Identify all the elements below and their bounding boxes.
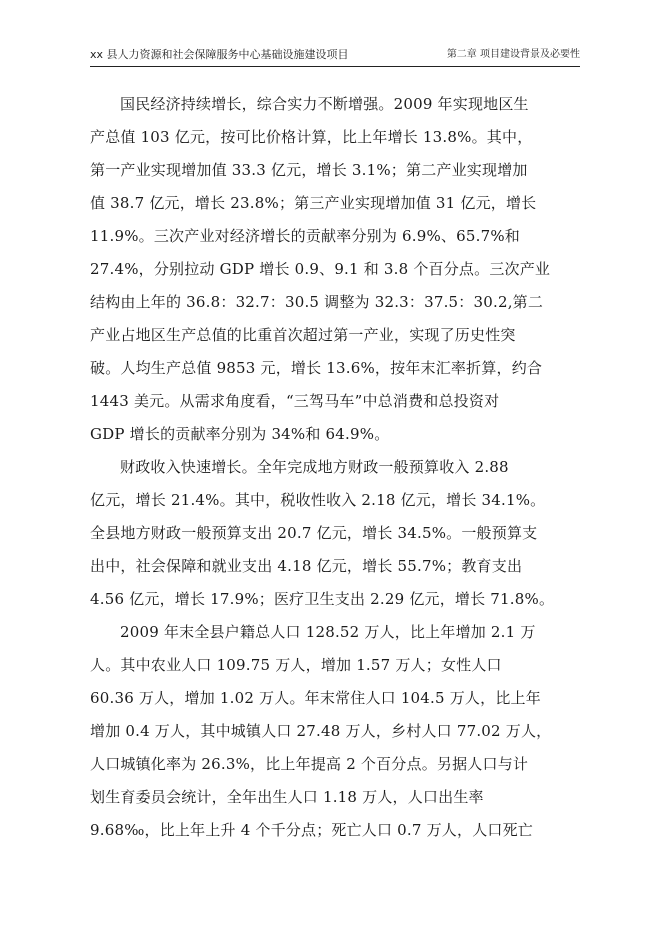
text-line: 财政收入快速增长。全年完成地方财政一般预算收入 2.88 [120,458,509,476]
text-line: 国民经济持续增长，综合实力不断增强。2009 年实现地区生 [120,95,529,113]
text-line: 27.4%，分别拉动 GDP 增长 0.9、9.1 和 3.8 个百分点。三次产业 [90,260,551,278]
text-line: 60.36 万人，增加 1.02 万人。年末常住人口 104.5 万人，比上年 [90,689,541,707]
text-line: 破。人均生产总值 9853 元，增长 13.6%，按年末汇率折算，约合 [90,359,543,377]
text-line: 11.9%。三次产业对经济增长的贡献率分别为 6.9%、65.7%和 [90,227,520,245]
text-line: 产总值 103 亿元，按可比价格计算，比上年增长 13.8%。其中， [90,128,533,146]
text-line: 9.68‰，比上年上升 4 个千分点；死亡人口 0.7 万人，人口死亡 [90,821,533,839]
header-chapter-title: 第二章 项目建设背景及必要性 [446,49,580,60]
page-header [90,46,580,64]
header-project-title: xx 县人力资源和社会保障服务中心基础设施建设项目 [90,48,349,61]
document-body [90,88,575,847]
text-line: GDP 增长的贡献率分别为 34%和 64.9%。 [90,425,390,443]
text-line: 划生育委员会统计，全年出生人口 1.18 万人，人口出生率 [90,788,484,806]
text-line: 结构由上年的 36.8：32.7：30.5 调整为 32.3：37.5：30.2,第二 [90,293,544,311]
text-line: 人口城镇化率为 26.3%，比上年提高 2 个百分点。另据人口与计 [90,755,529,773]
text-line: 第一产业实现增加值 33.3 亿元，增长 3.1%；第二产业实现增加 [90,161,528,179]
header-divider [90,66,580,67]
text-line: 增加 0.4 万人，其中城镇人口 27.48 万人，乡村人口 77.02 万人， [90,722,552,740]
text-line: 1443 美元。从需求角度看，“三驾马车”中总消费和总投资对 [90,392,500,410]
text-line: 出中，社会保障和就业支出 4.18 亿元，增长 55.7%；教育支出 [90,557,523,575]
text-line: 值 38.7 亿元，增长 23.8%；第三产业实现增加值 31 亿元，增长 [90,194,537,212]
text-line: 全县地方财政一般预算支出 20.7 亿元，增长 34.5%。一般预算支 [90,524,538,542]
text-line: 人。其中农业人口 109.75 万人，增加 1.57 万人；女性人口 [90,656,502,674]
paragraph-economy [90,88,575,451]
text-line: 亿元，增长 21.4%。其中，税收性收入 2.18 亿元，增长 34.1%。 [90,491,546,509]
paragraph-finance [90,451,575,616]
text-line: 4.56 亿元，增长 17.9%；医疗卫生支出 2.29 亿元，增长 71.8%。 [90,590,555,608]
text-line: 2009 年末全县户籍总人口 128.52 万人，比上年增加 2.1 万 [120,623,536,641]
paragraph-population [90,616,575,847]
text-line: 产业占地区生产总值的比重首次超过第一产业，实现了历史性突 [90,326,516,344]
